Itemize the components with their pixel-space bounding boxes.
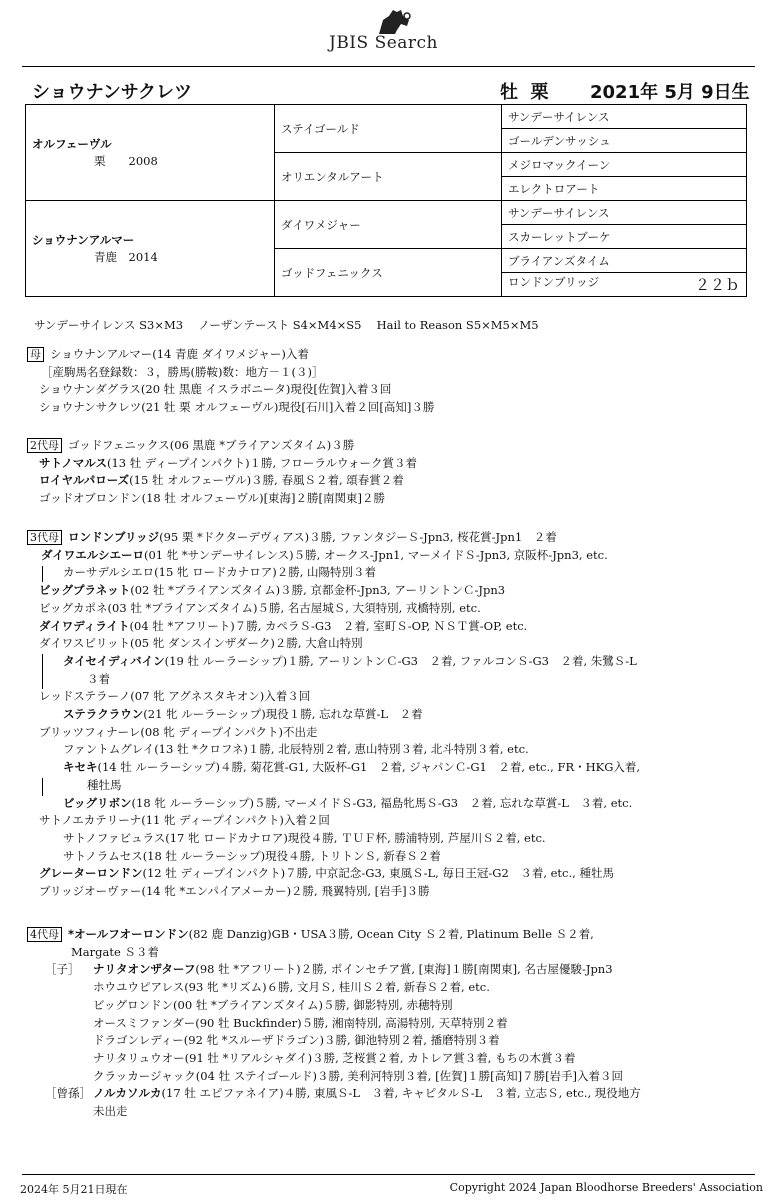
offspring-line[interactable]: サトノマルス(13 牡 ディープインパクト)１勝, フローラルウォーク賞３着 [39, 455, 418, 470]
copyright: Copyright 2024 Japan Bloodhorse Breeders' Association [449, 1181, 763, 1194]
family-number: ２２ｂ [694, 276, 740, 294]
fourth-dam-record: (82 鹿 Danzig)GB・USA３勝, Ocean City Ｓ２着, Platinum Belle Ｓ２着, [188, 927, 594, 941]
dam-section [27, 346, 434, 417]
horse-title-row [22, 78, 755, 103]
great-grandparent-cell: ブライアンズタイム [502, 249, 747, 273]
fourth-dam-offspring-list [27, 961, 641, 1085]
offspring-line[interactable]: グレーターロンドン(12 牡 ディープインパクト)７勝, 中京記念-G3, 東風Ｓ-L, 毎日王冠-G2 ３着, etc., 種牡馬 [39, 866, 614, 881]
dam-offspring-summary: ［産駒馬名登録数：３，勝馬(勝鞍)数：地方－１(３)］ [41, 364, 324, 379]
top-rule [22, 66, 755, 67]
section-tag: 2代母 [27, 438, 62, 453]
inbreeding-line: サンデーサイレンス S3×M3 ノーザンテースト S4×M4×S5 Hail to Reason S5×M5×M5 [34, 318, 539, 332]
offspring-line[interactable]: タイセイディバイン(19 牡 ルーラーシップ)１勝, アーリントンＣ-G3 ２着, ファルコンＳ-G3 ２着, 朱鷺Ｓ-L [63, 653, 637, 668]
horse-logo-icon [375, 8, 413, 36]
offspring-line[interactable]: ゴッドオブロンドン(18 牡 オルフェーヴル)[東海]２勝[南関東]２勝 [39, 491, 386, 506]
as-of-date: 2024年 5月21日現在 [20, 1183, 128, 1196]
offspring-line[interactable]: サトノファビュラス(17 牝 ロードカナロア)現役４勝, ＴＵＦ杯, 勝浦特別, 芦屋川Ｓ２着, etc. [63, 830, 546, 845]
great-grandparent-cell: ロンドンブリッジ ２２ｂ [502, 273, 747, 297]
sire-detail: 栗 2008 [94, 153, 158, 168]
third-dam-offspring-list [27, 547, 640, 901]
offspring-line[interactable]: カーサデルシエロ(15 牝 ロードカナロア)２勝, 山陽特別３着 [63, 565, 377, 580]
offspring-line[interactable]: ドラゴンレディー(92 牝 *スルーザドラゴン)３勝, 御池特別２着, 播磨特別３着 [93, 1033, 500, 1048]
section-tag: 4代母 [27, 927, 62, 942]
section-tag: 母 [27, 347, 44, 362]
offspring-line[interactable]: ブリッジオーヴァー(14 牝 *エンパイアメーカー)２勝, 飛翼特別, [岩手]３勝 [39, 884, 430, 899]
great-grandparent-cell: サンデーサイレンス [502, 105, 747, 129]
offspring-line[interactable]: レッドステラーノ(07 牝 アグネスタキオン)入着３回 [39, 689, 311, 704]
second-dam-head: ゴッドフェニックス(06 黒鹿 *ブライアンズタイム)３勝 [68, 438, 355, 452]
children-label: ［子］ [45, 962, 80, 977]
offspring-line[interactable]: ビッグカポネ(03 牡 *ブライアンズタイム)５勝, 名古屋城Ｓ, 大須特別, 戎橋特別, etc. [39, 600, 481, 615]
offspring-line[interactable]: ロイヤルパローズ(15 牡 オルフェーヴル)３勝, 春風Ｓ２着, 頌春賞２着 [39, 473, 404, 488]
offspring-line[interactable]: ステラクラウン(21 牝 ルーラーシップ)現役１勝, 忘れな草賞-L ２着 [63, 707, 423, 722]
offspring-line[interactable]: ショウナンサクレツ(21 牡 栗 オルフェーヴル)現役[石川]入着２回[高知]３勝 [39, 400, 435, 415]
grandsire-cell: ステイゴールド [275, 105, 502, 153]
offspring-line[interactable]: サトノエカテリーナ(11 牝 ディープインパクト)入着２回 [39, 813, 330, 828]
great-grandparent-cell: サンデーサイレンス [502, 201, 747, 225]
third-dam-record: (95 栗 *ドクターデヴィアス)３勝, ファンタジーＳ-Jpn3, 桜花賞-Jpn1 ２着 [159, 530, 557, 544]
horse-name: ショウナンサクレツ [32, 82, 193, 103]
offspring-line[interactable]: 種牡馬 [87, 777, 122, 792]
great-grandparent-cell: エレクトロアート [502, 177, 747, 201]
great-grandchild-line[interactable]: ［曾孫］ ノルカソルカ(17 牡 エピファネイア)４勝, 東風Ｓ-L ３着, キャピタルＳ-L ３着, 立志Ｓ, etc., 現役地方 [45, 1086, 641, 1101]
third-dam-section [27, 529, 640, 901]
offspring-line[interactable]: ３着 [87, 671, 110, 686]
branch-line [42, 778, 43, 796]
dam-line: ショウナンアルマー(14 青鹿 ダイワメジャー)入着 [50, 347, 309, 361]
offspring-line[interactable]: ショウナンダグラス(20 牡 黒鹿 イスラボニータ)現役[佐賀]入着３回 [39, 382, 392, 397]
granddam-cell: オリエンタルアート [275, 153, 502, 201]
fourth-dam-name[interactable]: *オールフオーロンドン [68, 927, 189, 941]
great-grandparent-cell: メジロマックイーン [502, 153, 747, 177]
offspring-line[interactable]: ビッグプラネット(02 牡 *ブライアンズタイム)３勝, 京都金杯-Jpn3, アーリントンＣ-Jpn3 [39, 583, 506, 598]
section-tag: 3代母 [27, 530, 62, 545]
offspring-line[interactable]: サトノラムセス(18 牡 ルーラーシップ)現役４勝, トリトンＳ, 新春Ｓ２着 [63, 848, 441, 863]
offspring-line[interactable]: ［子］ ナリタオンザターフ(98 牡 *アフリート)２勝, ポインセチア賞, [東海]１勝[南関東], 名古屋優駿-Jpn3 [27, 961, 641, 979]
horse-birth-date: 2021年 5月 9日生 [590, 82, 750, 103]
bottom-rule [22, 1174, 755, 1175]
great-grandchild-line-cont: 未出走 [93, 1104, 128, 1119]
pedigree-table [25, 104, 747, 297]
great-grandparent-cell: スカーレットブーケ [502, 225, 747, 249]
fourth-dam-record-cont: Margate Ｓ３着 [71, 944, 159, 959]
dam-dam-cell: ゴッドフェニックス [275, 249, 502, 297]
great-grandparent-cell: ゴールデンサッシュ [502, 129, 747, 153]
logo-text: JBIS Search [329, 33, 439, 53]
offspring-line[interactable]: ダイワディライト(04 牡 *アフリート)７勝, カペラＳ-G3 ２着, 室町Ｓ-OP, ＮＳＴ賞-OP, etc. [39, 618, 528, 633]
dam-cell [26, 201, 275, 297]
offspring-line[interactable]: キセキ(14 牡 ルーラーシップ)４勝, 菊花賞-G1, 大阪杯-G1 ２着, ジャパンＣ-G1 ２着, etc., FR・HKG入着, [63, 760, 641, 775]
offspring-line[interactable]: ファントムグレイ(13 牡 *クロフネ)１勝, 北辰特別２着, 恵山特別３着, 北斗特別３着, etc. [63, 742, 529, 757]
offspring-line[interactable]: ダイワエルシエーロ(01 牝 *サンデーサイレンス)５勝, オークス-Jpn1, マーメイドＳ-Jpn3, 京阪杯-Jpn3, etc. [41, 547, 608, 562]
sire-name: オルフェーヴル [32, 136, 112, 151]
offspring-line[interactable]: ビッグリボン(18 牝 ルーラーシップ)５勝, マーメイドＳ-G3, 福島牝馬Ｓ-G3 ２着, 忘れな草賞-L ３着, etc. [63, 795, 633, 810]
second-dam-section [27, 437, 417, 508]
offspring-line[interactable]: ナリタリュウオー(91 牡 *リアルシャダイ)３勝, 芝桜賞２着, カトレア賞３着, もちの木賞３着 [93, 1050, 576, 1065]
fourth-dam-section [27, 926, 641, 1121]
offspring-line[interactable]: ビッグロンドン(00 牡 *ブライアンズタイム)５勝, 御影特別, 赤穂特別 [93, 997, 453, 1012]
offspring-line[interactable]: ホウユウピアレス(93 牝 *リズム)６勝, 文月Ｓ, 桂川Ｓ２着, 新春Ｓ２着, etc. [93, 980, 490, 995]
dam-name: ショウナンアルマー [32, 232, 135, 247]
offspring-line[interactable]: オースミファンダー(90 牡 Buckfinder)５勝, 湘南特別, 高湯特別, 天草特別２着 [93, 1015, 508, 1030]
branch-line [42, 654, 43, 689]
branch-line [42, 566, 43, 582]
offspring-line[interactable]: ダイワスピリット(05 牝 ダンスインザダーク)２勝, 大倉山特別 [39, 636, 363, 651]
dam-sire-cell: ダイワメジャー [275, 201, 502, 249]
offspring-line[interactable]: ブリッツフィナーレ(08 牝 ディープインパクト)不出走 [39, 724, 318, 739]
sire-cell [26, 105, 275, 201]
horse-sex: 牡 栗 [500, 82, 549, 103]
jbis-logo[interactable] [329, 8, 459, 53]
offspring-line[interactable]: クラッカージャック(04 牡 ステイゴールド)３勝, 美利河特別３着, [佐賀]１勝[高知]７勝[岩手]入着３回 [93, 1068, 624, 1083]
third-dam-name[interactable]: ロンドンブリッジ [68, 530, 160, 544]
dam-detail: 青鹿 2014 [94, 249, 158, 264]
